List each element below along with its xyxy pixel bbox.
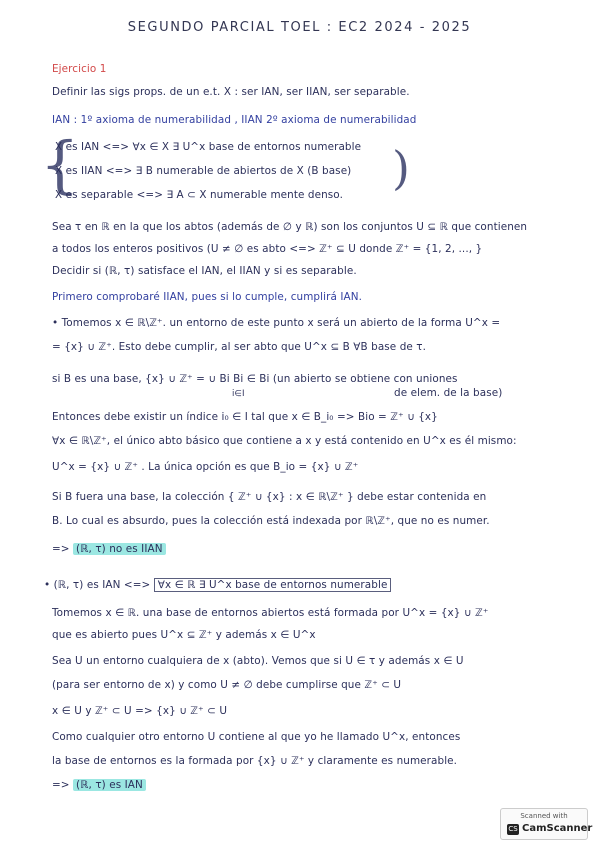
scanned-with-label: Scanned with bbox=[520, 812, 568, 820]
text-line: si B es una base, {x} ∪ ℤ⁺ = ∪ Bi Bi ∈ Bi (un abierto se obtiene con uniones bbox=[52, 373, 458, 385]
implies-arrow: => bbox=[52, 543, 70, 555]
text-line: • Tomemos x ∈ ℝ\ℤ⁺. un entorno de este punto x será un abierto de la forma U^x = bbox=[52, 317, 501, 329]
camscanner-brand: CamScanner bbox=[522, 823, 593, 834]
conclusion-ian bbox=[52, 778, 146, 792]
text-line: x ∈ U y ℤ⁺ ⊂ U => {x} ∪ ℤ⁺ ⊂ U bbox=[52, 705, 228, 717]
bullet: • bbox=[44, 579, 51, 591]
text-line: IAN : 1º axioma de numerabilidad , IIAN 2º axioma de numerabilidad bbox=[52, 114, 417, 126]
text-line: Como cualquier otro entorno U contiene al que yo he llamado U^x, entonces bbox=[52, 731, 461, 743]
highlighted-conclusion: (ℝ, τ) no es IIAN bbox=[73, 543, 166, 555]
text-line: ∀x ∈ ℝ\ℤ⁺, el único abto básico que contiene a x y está contenido en U^x es él mismo: bbox=[52, 435, 517, 447]
text-line: B. Lo cual es absurdo, pues la colección está indexada por ℝ\ℤ⁺, que no es numer. bbox=[52, 515, 490, 527]
text-line: X es IIAN <=> ∃ B numerable de abiertos de X (B base) bbox=[55, 165, 352, 177]
text-line: Entonces debe existir un índice i₀ ∈ I tal que x ∈ B_i₀ => Bio = ℤ⁺ ∪ {x} bbox=[52, 411, 438, 423]
text-line: a todos los enteros positivos (U ≠ ∅ es abto <=> ℤ⁺ ⊆ U donde ℤ⁺ = {1, 2, ..., } bbox=[52, 243, 483, 255]
text-line: de elem. de la base) bbox=[394, 387, 503, 399]
conclusion-not-iian bbox=[52, 542, 166, 556]
text-line: Decidir si (ℝ, τ) satisface el IAN, el IIAN y si es separable. bbox=[52, 265, 357, 277]
text-line: la base de entornos es la formada por {x} ∪ ℤ⁺ y claramente es numerable. bbox=[52, 755, 458, 767]
text-line: X es separable <=> ∃ A ⊂ X numerable mente denso. bbox=[55, 189, 343, 201]
iian-statement bbox=[44, 578, 391, 592]
left-brace: { bbox=[40, 128, 80, 201]
boxed-definition: ∀x ∈ ℝ ∃ U^x base de entornos numerable bbox=[154, 578, 392, 592]
text-fragment: (ℝ, τ) es IAN <=> bbox=[53, 579, 151, 591]
camscanner-badge bbox=[500, 808, 593, 840]
camscanner-icon: CS bbox=[508, 825, 518, 833]
text-line: Sea τ en ℝ en la que los abtos (además de ∅ y ℝ) son los conjuntos U ⊆ ℝ que contienen bbox=[52, 221, 528, 233]
highlighted-conclusion: (ℝ, τ) es IAN bbox=[73, 779, 146, 791]
exercise-heading: Ejercicio 1 bbox=[52, 63, 107, 75]
text-line: que es abierto pues U^x ⊆ ℤ⁺ y además x ∈ U^x bbox=[52, 629, 316, 641]
text-line: Si B fuera una base, la colección { ℤ⁺ ∪ {x} : x ∈ ℝ\ℤ⁺ } debe estar contenida en bbox=[52, 491, 487, 503]
union-index: i∈I bbox=[232, 389, 245, 399]
text-line: (para ser entorno de x) y como U ≠ ∅ debe cumplirse que ℤ⁺ ⊂ U bbox=[52, 679, 402, 691]
text-line: = {x} ∪ ℤ⁺. Esto debe cumplir, al ser abto que U^x ⊆ B ∀B base de τ. bbox=[52, 341, 427, 353]
implies-arrow: => bbox=[52, 779, 70, 791]
right-bracket: ) bbox=[392, 141, 410, 195]
exam-title: SEGUNDO PARCIAL TOEL : EC2 2024 - 2025 bbox=[127, 20, 472, 35]
text-line: U^x = {x} ∪ ℤ⁺ . La única opción es que B_io = {x} ∪ ℤ⁺ bbox=[52, 461, 359, 473]
text-line: X es IAN <=> ∀x ∈ X ∃ U^x base de entornos numerable bbox=[55, 141, 362, 153]
text-line: Definir las sigs props. de un e.t. X : ser IAN, ser IIAN, ser separable. bbox=[52, 86, 410, 98]
text-line: Sea U un entorno cualquiera de x (abto). Vemos que si U ∈ τ y además x ∈ U bbox=[52, 655, 464, 667]
text-line: Tomemos x ∈ ℝ. una base de entornos abiertos está formada por U^x = {x} ∪ ℤ⁺ bbox=[52, 607, 489, 619]
text-line: Primero comprobaré IIAN, pues si lo cumple, cumplirá IAN. bbox=[52, 291, 362, 303]
